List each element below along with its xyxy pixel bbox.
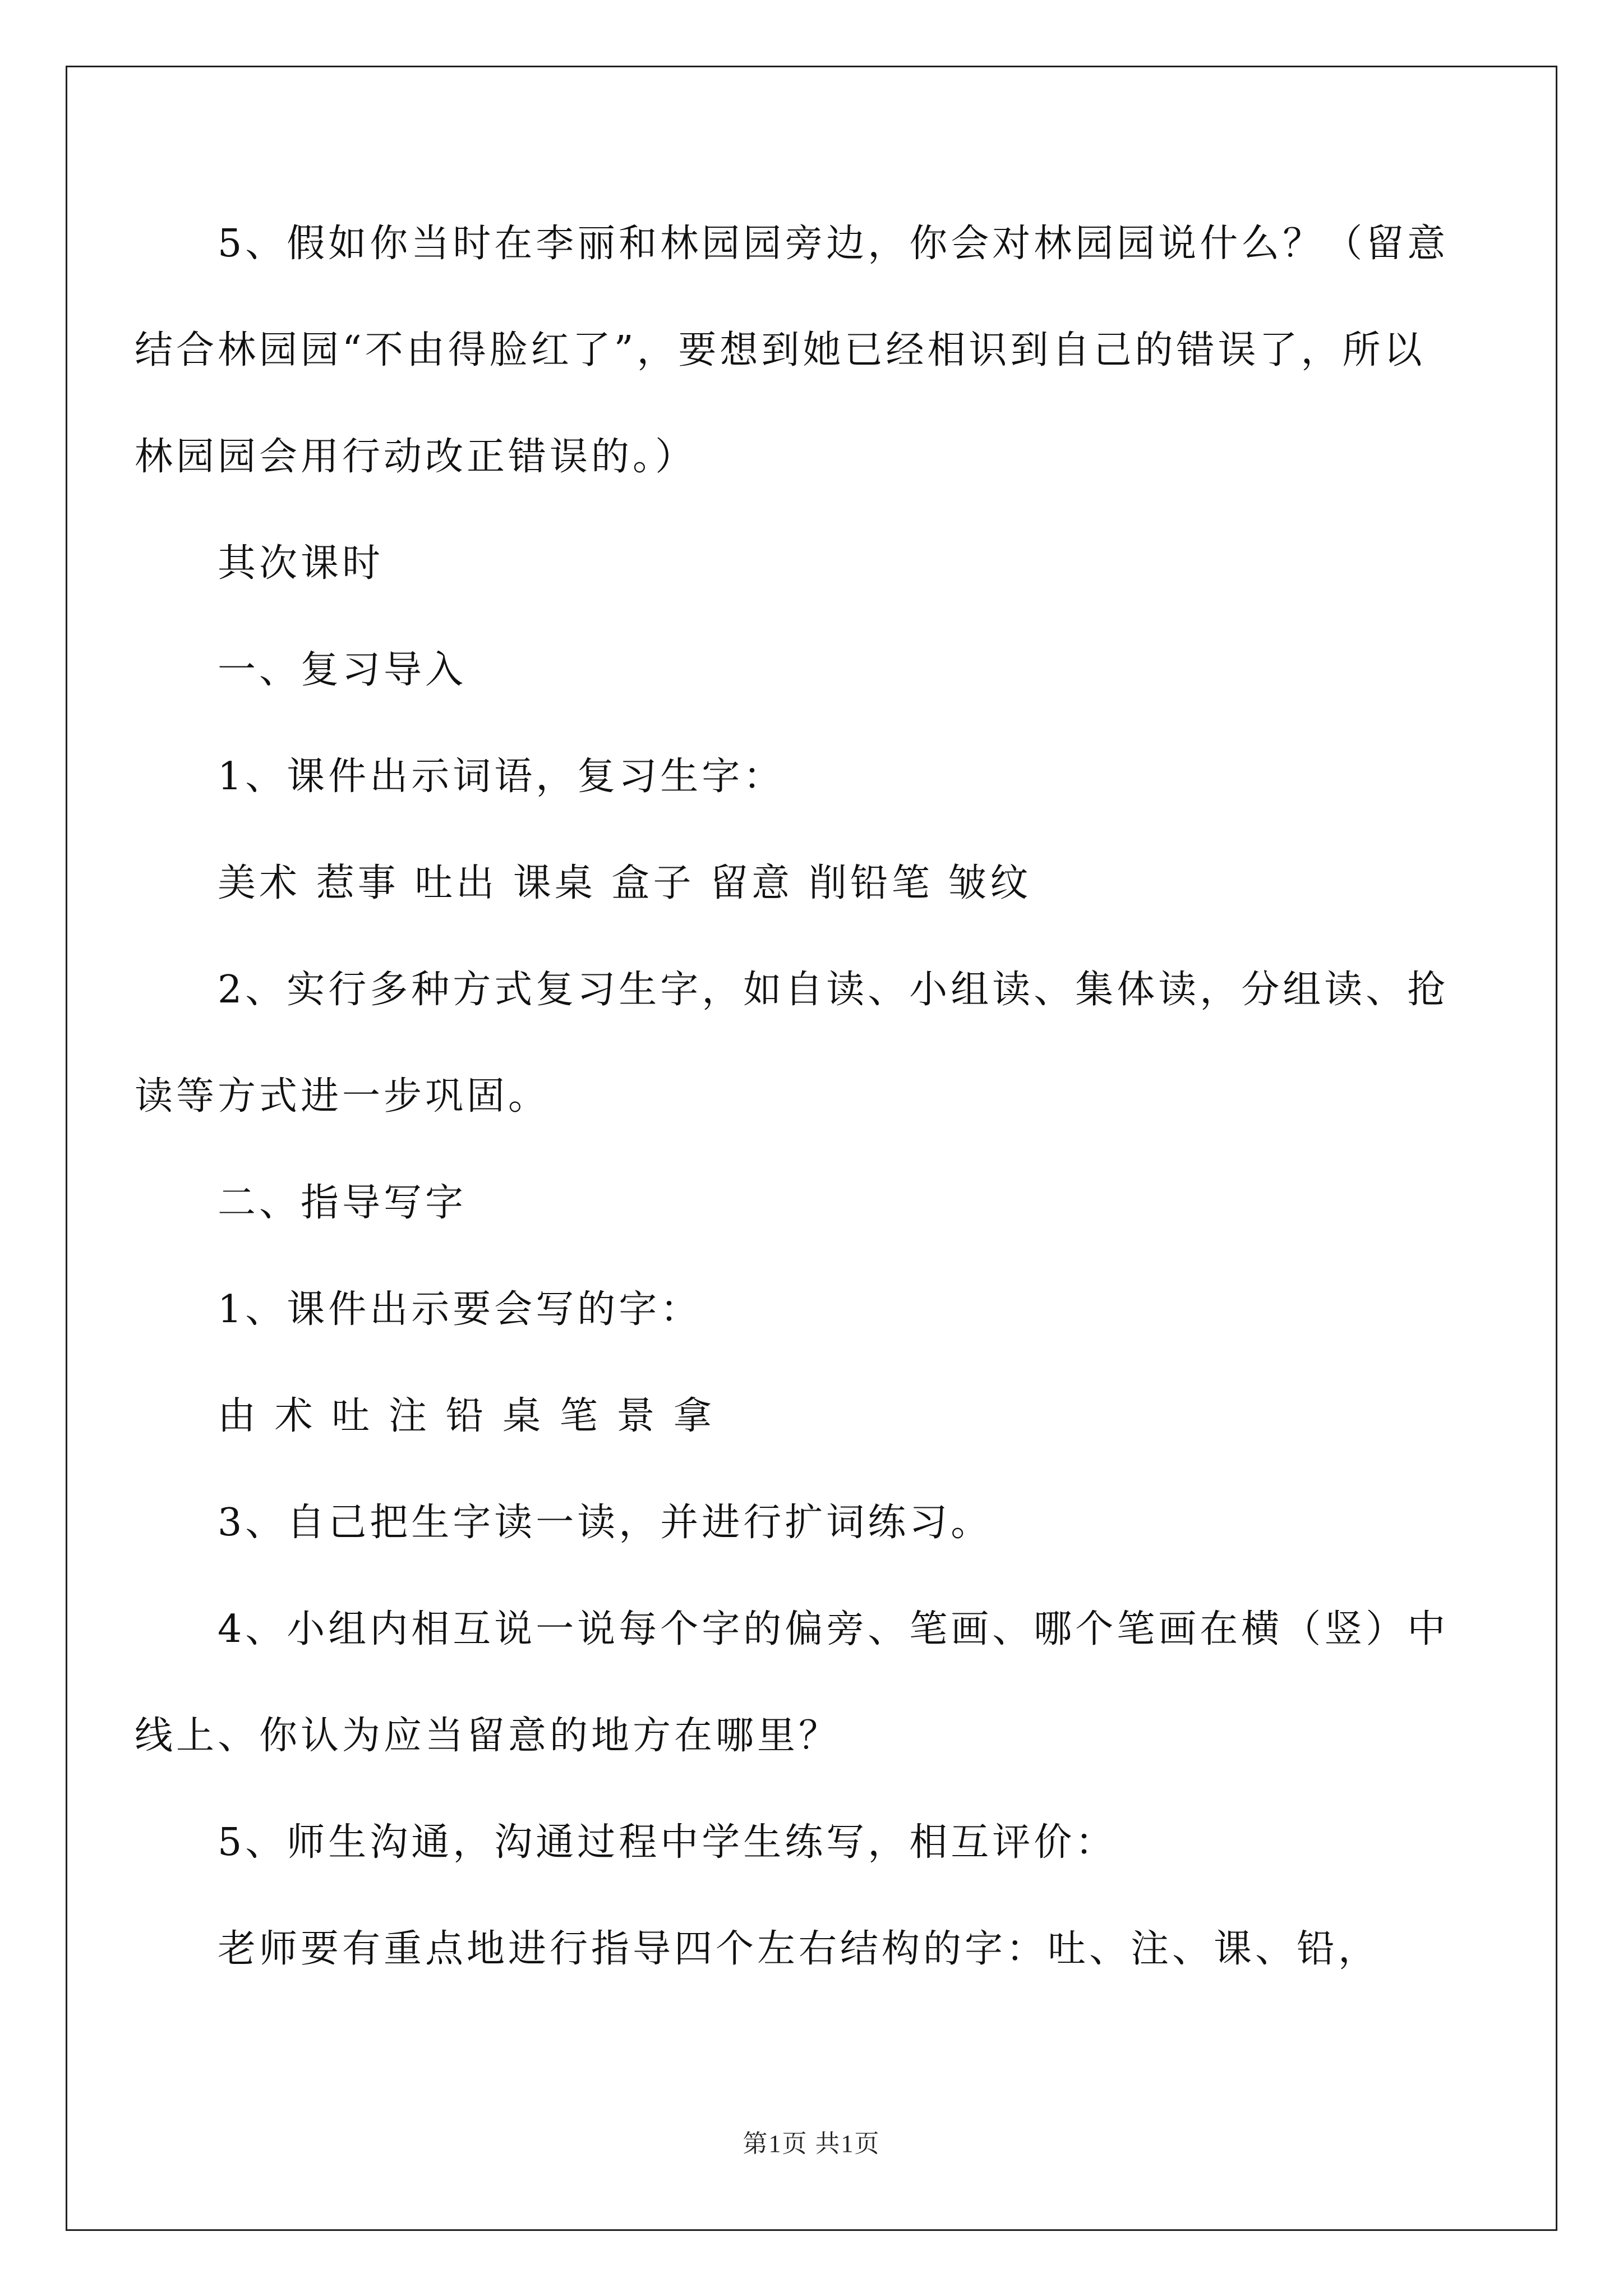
list-item-writing-5: 5、师生沟通，沟通过程中学生练写，相互评价： xyxy=(218,1820,1117,1865)
page-footer: 第1页 共1页 xyxy=(743,2130,880,2157)
characters-line: 由 术 吐 注 铅 桌 笔 景 拿 xyxy=(218,1394,715,1438)
vocabulary-line: 美术 惹事 吐出 课桌 盒子 留意 削铅笔 皱纹 xyxy=(218,861,1032,905)
list-item-writing-4: 4、小组内相互说一说每个字的偏旁、笔画、哪个笔画在横（竖）中线上、你认为应当留意的地方在哪里？ xyxy=(135,1607,1449,1758)
list-item-review-1: 1、课件出示词语，复习生字： xyxy=(218,754,785,799)
list-item-writing-3: 3、自己把生字读一读，并进行扩词练习。 xyxy=(218,1501,993,1545)
list-item-writing-1: 1、课件出示要会写的字： xyxy=(218,1287,702,1332)
lesson-heading: 其次课时 xyxy=(218,541,384,586)
paragraph-question-5: 5、假如你当时在李丽和林园园旁边，你会对林园园说什么？（留意结合林园园“不由得脸红了”，要想到她已经相识到自己的错误了，所以林园园会用行动改正错误的。） xyxy=(135,222,1449,479)
list-item-review-2: 2、实行多种方式复习生字，如自读、小组读、集体读，分组读、抢读等方式进一步巩固。 xyxy=(135,968,1449,1119)
teacher-guidance: 老师要有重点地进行指导四个左右结构的字：吐、注、课、铅， xyxy=(218,1927,1380,1971)
document-body xyxy=(135,191,1453,2003)
section-heading-writing: 二、指导写字 xyxy=(218,1181,467,1225)
section-heading-review: 一、复习导入 xyxy=(218,648,467,692)
